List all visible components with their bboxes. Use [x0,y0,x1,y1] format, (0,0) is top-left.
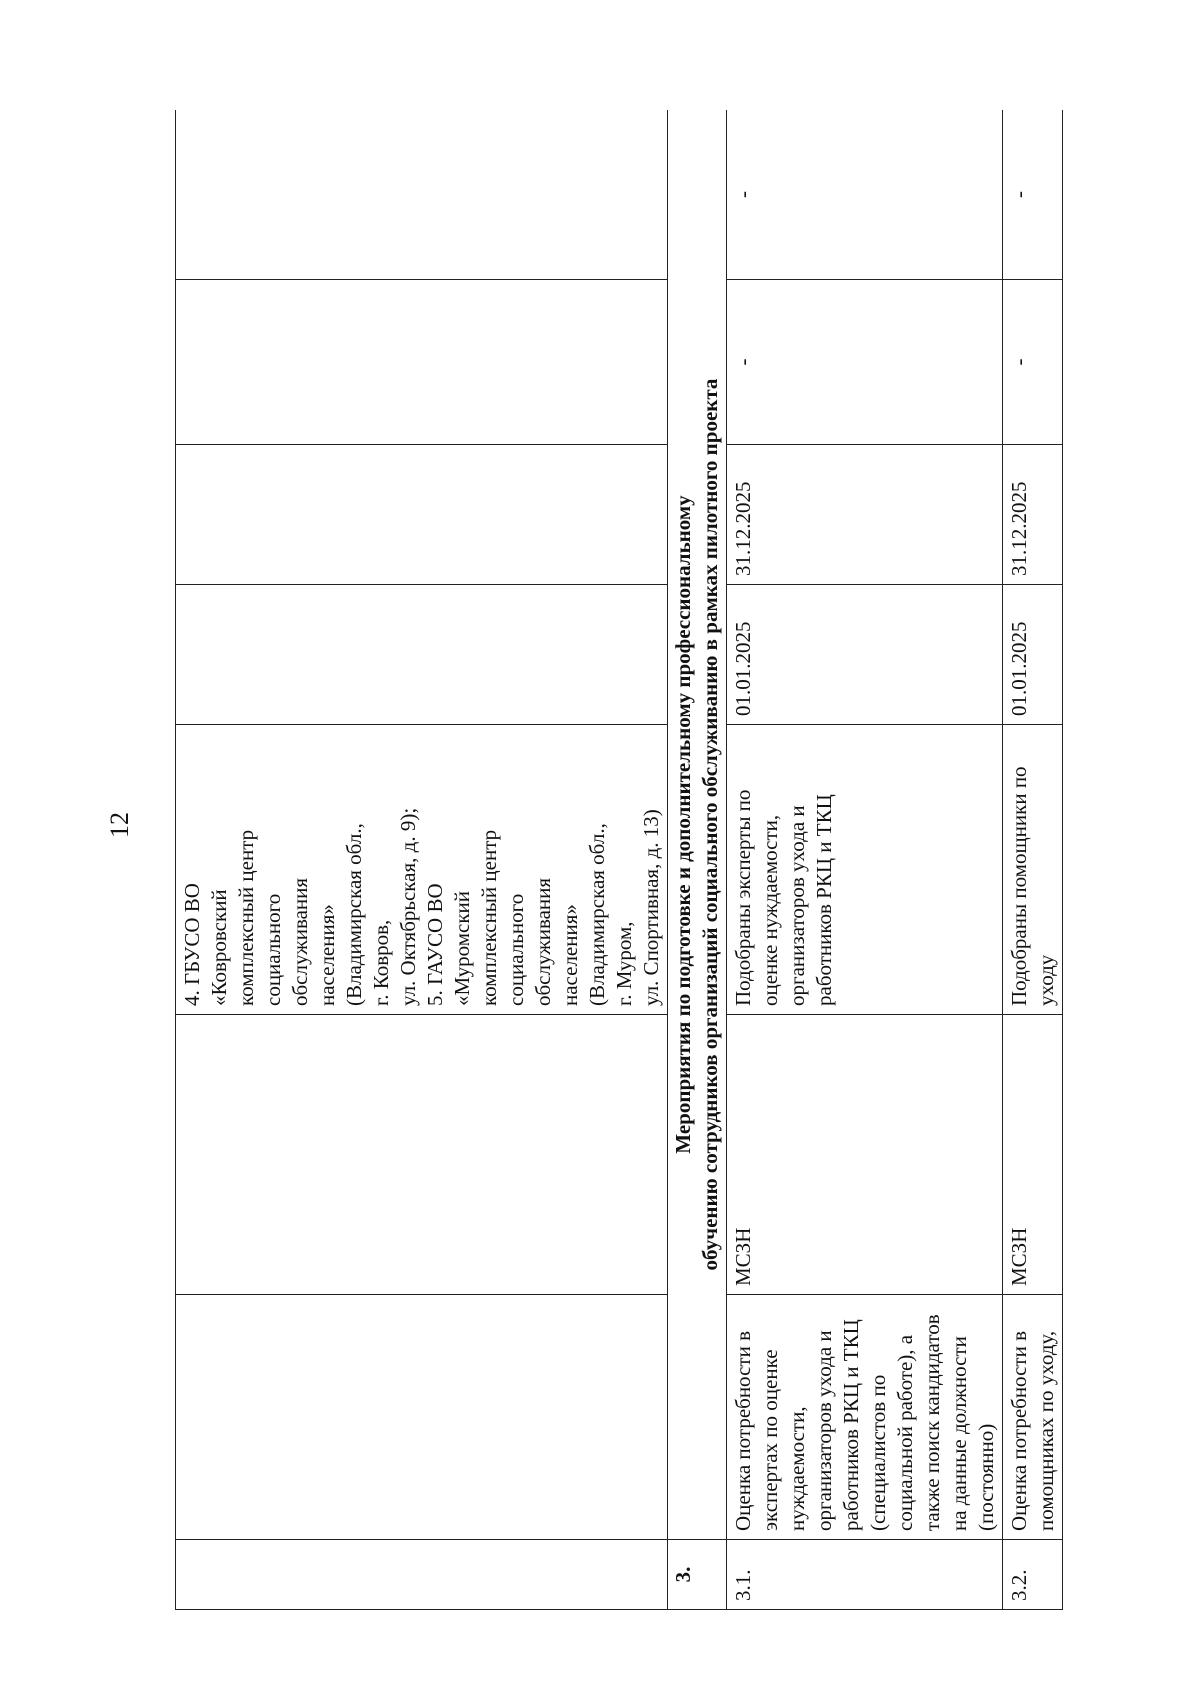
plan-table [175,110,1063,1610]
table-row [1003,110,1063,1610]
row-start-date: 01.01.2025 [1003,585,1063,725]
row-start-date: 01.01.2025 [727,585,1003,725]
row-col-b: - [727,110,1003,280]
row-end-date: 31.12.2025 [727,445,1003,585]
row-result: Подобраны эксперты по оценке нуждаемости, организаторов ухода и работников РКЦ и ТКЦ [727,725,1003,1015]
table-cell [176,280,668,445]
section-row [668,110,727,1610]
row-number: 3.1. [727,1540,1003,1610]
organizations-cell: 4. ГБУСО ВО «Ковровский комплексный центр социального обслуживания населения» (Владимирская обл., г. Ковров, ул. Октябрьская, д. 9); 5. ГАУСО ВО «Муромский комплексный центр социального обслуживания населения» (Владимирская обл., г. Муром, ул. Спортивная, д. 13) [176,725,668,1015]
row-col-a: - [727,280,1003,445]
table-row [176,110,668,1610]
table-cell [176,1015,668,1295]
row-col-a: - [1003,280,1063,445]
row-responsible: МСЗН [727,1015,1003,1295]
table-cell [176,1295,668,1540]
row-name: Оценка потребности в экспертах по оценке нуждаемости, организаторов ухода и работников РКЦ и ТКЦ (специалистов по социальной работе), а также поиск кандидатов на данные должности (постоянно) [727,1295,1003,1540]
table-cell [176,110,668,280]
rotated-sheet [175,110,1130,1610]
table-cell [176,445,668,585]
row-responsible: МСЗН [1003,1015,1063,1295]
row-col-b: - [1003,110,1063,280]
row-number: 3.2. [1003,1540,1063,1610]
page-number: 12 [105,812,134,838]
table-viewport [175,110,1130,1610]
section-title: Мероприятия по подготовке и дополнительному профессиональному обучению сотрудников организаций социального обслуживанию в рамках пилотного проекта [668,110,727,1540]
table-cell [176,585,668,725]
row-end-date: 31.12.2025 [1003,445,1063,585]
table-cell [176,1540,668,1610]
table-row [727,110,1003,1610]
row-result: Подобраны помощники по уходу [1003,725,1063,1015]
row-name: Оценка потребности в помощниках по уходу, [1003,1295,1063,1540]
section-number: 3. [668,1540,727,1610]
